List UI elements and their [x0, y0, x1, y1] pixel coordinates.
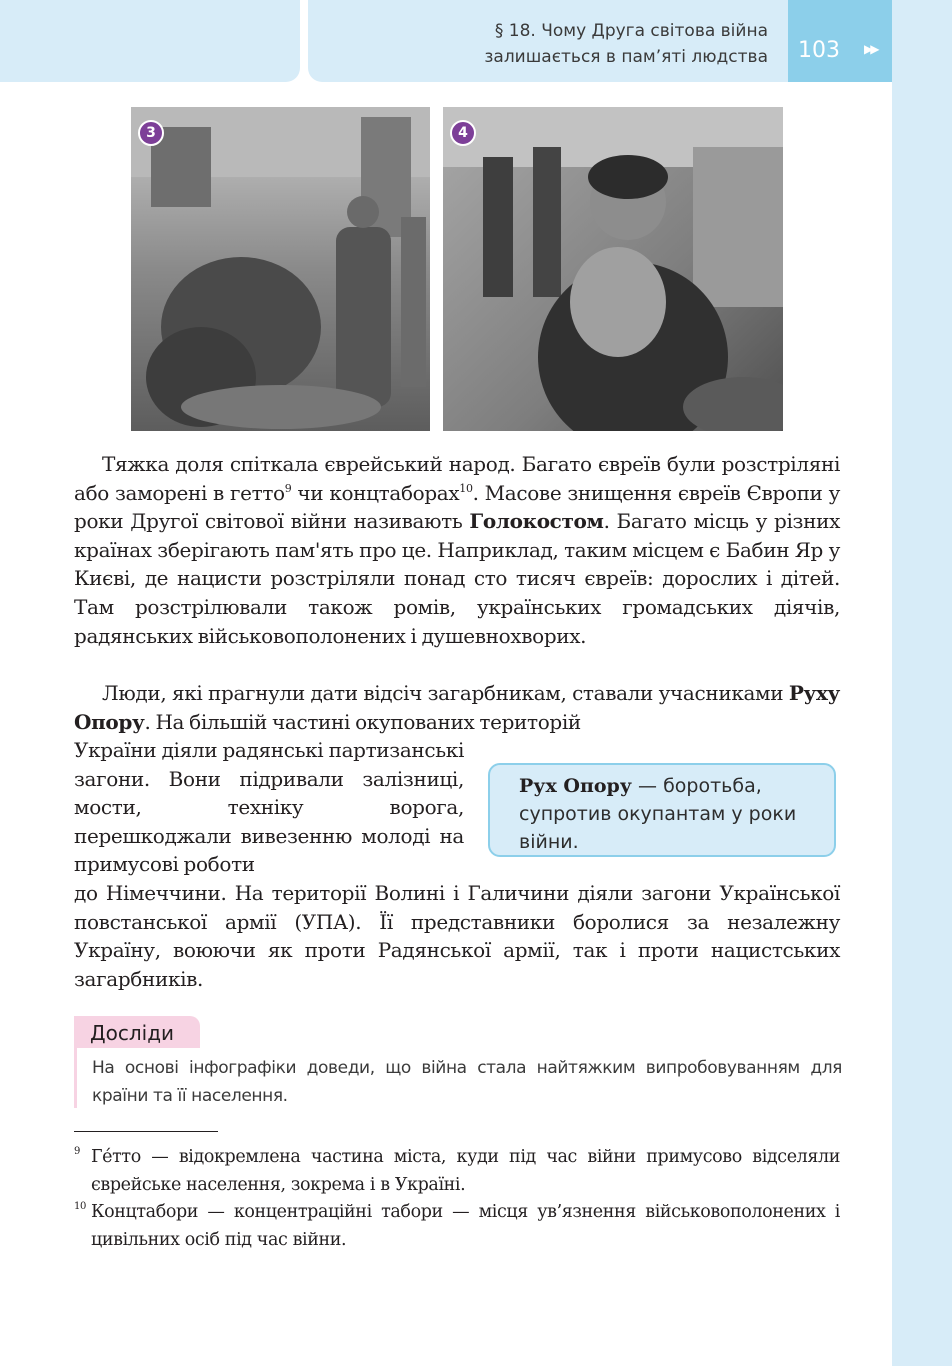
footnote-rule	[74, 1131, 218, 1132]
page-number: 103	[798, 38, 840, 63]
photo-4-image	[443, 107, 783, 431]
chapter-header	[308, 0, 788, 82]
photo-3	[131, 107, 430, 431]
chapter-title-line1: § 18. Чому Друга світова війна	[494, 21, 768, 41]
p1-text-d: . Багато місць у різних країнах зберігають пам'ять про це. Наприклад, таким місцем є Бабин Яр у Києві, де нацисти розстріляли понад сто тисяч євреїв: дорослих і дітей. Там розстрілювали також ромів, українських громадських діячів, радянських військовополонених і душевнохворих.	[74, 509, 840, 648]
footnote-10-mark: 10	[74, 1201, 86, 1212]
term-holocaust: Голокостом	[469, 509, 604, 534]
p1-text-a: Тяжка доля спіткала єврейський народ. Багато євреїв були розстріляні або заморені в гетто	[74, 452, 840, 505]
photo-3-badge: 3	[138, 120, 164, 146]
research-divider	[74, 1048, 77, 1108]
p1-text-c: . Масове знищення євреїв Європи у роки Другої світової війни називають	[74, 480, 840, 534]
footnote-9-text: Ге́тто — відокремлена частина міста, куди під час війни примусово відселяли єврейське населення, зокрема і в Україні.	[91, 1147, 840, 1195]
p2-text-a: Люди, які прагнули дати відсіч загарбникам, ставали учасниками	[102, 681, 789, 705]
forward-arrows-icon: ▶▶	[864, 42, 877, 56]
paragraph-resistance-narrow	[74, 736, 464, 879]
research-label: Досліди	[74, 1016, 200, 1048]
photo-4	[443, 107, 783, 431]
footnote-9	[74, 1143, 840, 1199]
chapter-title-line2: залишається в пам’яті людства	[484, 47, 768, 67]
p2-text-c: України діяли радянські партизанські загони. Вони підривали залізниці, мости, техніку ворога, перешкоджали вивезенню молоді на примусові роботи	[74, 738, 464, 877]
paragraph-resistance	[74, 679, 840, 736]
page-number-box	[788, 0, 892, 82]
p1-text-b: чи концтаборах	[291, 480, 460, 505]
definition-box	[488, 763, 836, 857]
header-left-strip	[0, 0, 300, 82]
footnote-ref-10: 10	[459, 481, 473, 495]
paragraph-resistance-rest	[74, 879, 840, 993]
photo-3-image	[131, 107, 430, 431]
page-side-strip	[892, 0, 952, 1366]
chapter-title	[328, 18, 768, 70]
footnote-ref-9: 9	[284, 481, 292, 495]
p2-text-d: до Німеччини. На території Волині і Галичини діяли загони Української повстанської армії (УПА). Її представники боролися за незалежну Україну, воюючи як проти Радянської армії, так і проти нацистських загарбників.	[74, 881, 840, 991]
footnote-10-text: Концтабори — концентраційні табори — місця ув’язнення військовополонених і цивільних осіб під час війни.	[91, 1202, 840, 1250]
paragraph-holocaust	[74, 450, 840, 650]
definition-term: Рух Опору	[519, 775, 632, 797]
footnote-10	[74, 1198, 840, 1254]
photo-4-badge: 4	[450, 120, 476, 146]
research-task-text: На основі інфографіки доведи, що війна стала найтяжким випробовуванням для країни та її населення.	[92, 1058, 842, 1106]
footnote-9-mark: 9	[74, 1146, 80, 1157]
p2-text-b: . На більшій частині окупованих територій	[144, 709, 581, 734]
term-resistance: Руху Опору	[74, 681, 840, 734]
definition-text: — боротьба, супротив окупантам у роки війни.	[519, 775, 797, 853]
